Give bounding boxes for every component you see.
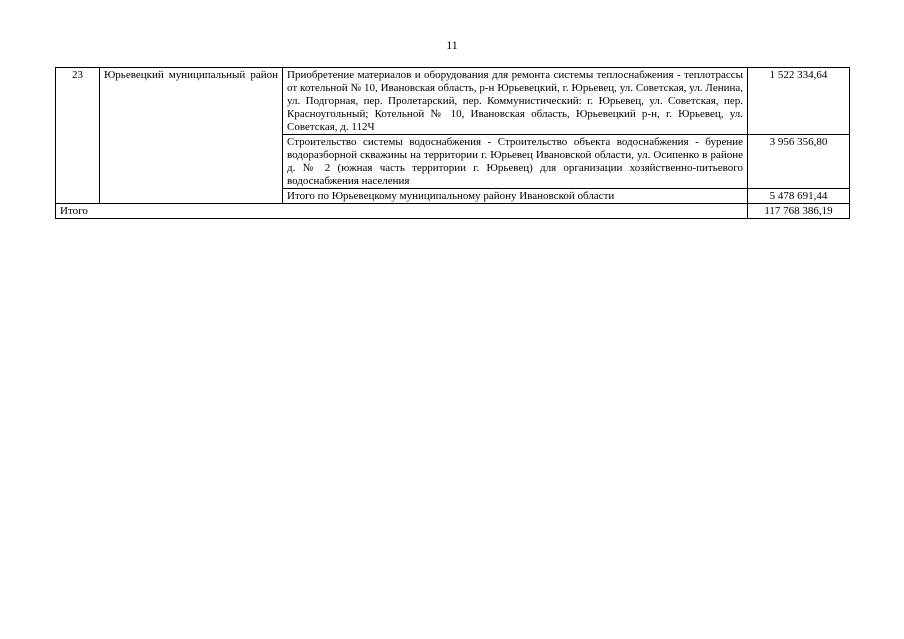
item-description: Строительство системы водоснабжения - Строительство объекта водоснабжения - бурение водоразборной скважины на территории г. Юрьевец Ивановской области, ул. Осипенко в районе д. № 2 (южная часть территории г. Юрьевец) для организации хозяйственно-питьевого водоснабжения населения (283, 135, 748, 189)
item-amount: 1 522 334,64 (748, 68, 850, 135)
municipality-name-text: Юрьевецкий муниципальный район (104, 69, 278, 81)
table-row (56, 68, 850, 135)
subtotal-amount: 5 478 691,44 (748, 189, 850, 204)
item-amount: 3 956 356,80 (748, 135, 850, 189)
page-number: 11 (446, 38, 458, 52)
subtotal-label: Итого по Юрьевецкому муниципальному району Ивановской области (283, 189, 748, 204)
grand-total-label: Итого (56, 204, 748, 219)
funding-table (55, 67, 850, 219)
grand-total-row (56, 204, 850, 219)
municipality-name (100, 68, 283, 204)
grand-total-amount: 117 768 386,19 (748, 204, 850, 219)
row-number: 23 (56, 68, 100, 204)
item-description: Приобретение материалов и оборудования для ремонта системы теплоснабжения - теплотрассы от котельной № 10, Ивановская область, р-н Юрьевецкий, г. Юрьевец, ул. Советская, ул. Ленина, ул. Подгорная, пер. Пролетарский, пер. Коммунистический: г. Юрьевец, ул. Советская, пер. Красноугольный; Котельной № 10, Ивановская область, Юрьевецкий р-н, г. Юрьевец, ул. Советская, д. 112Ч (283, 68, 748, 135)
